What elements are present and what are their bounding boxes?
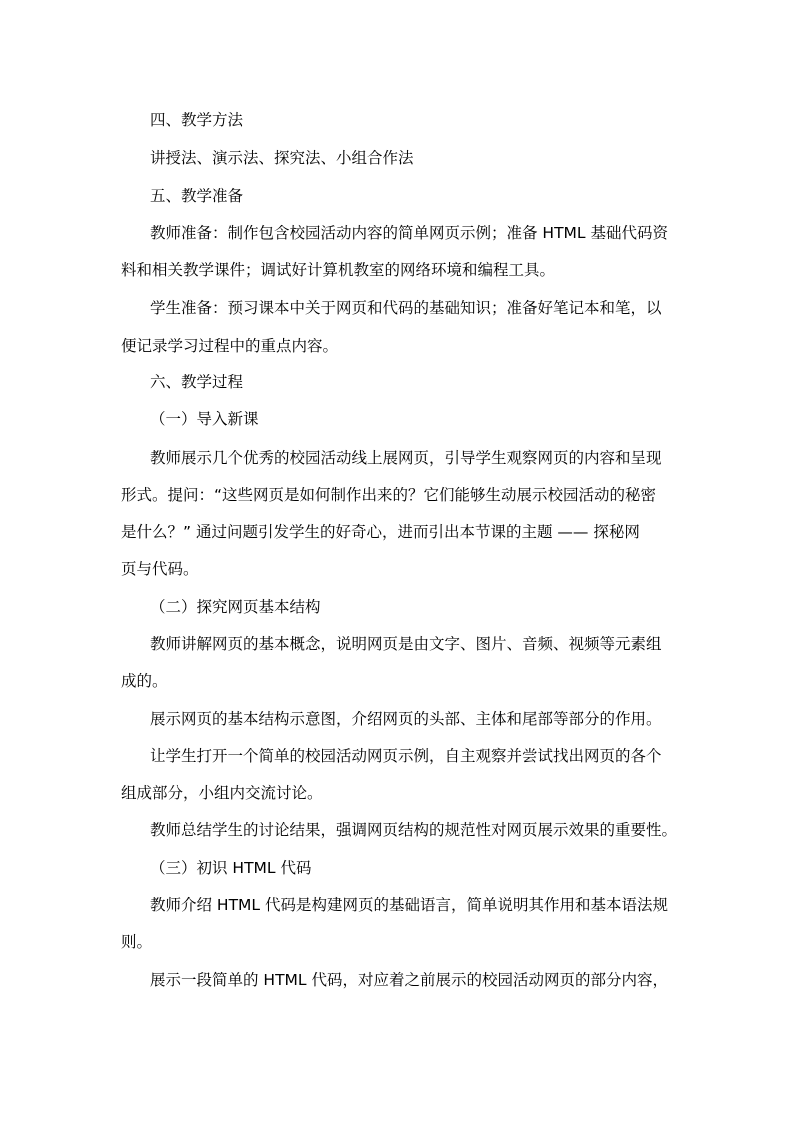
paragraph-line: 让学生打开一个简单的校园活动网页示例，自主观察并尝试找出网页的各个 (150, 747, 662, 765)
subsection-heading-intro: （一）导入新课 (150, 410, 259, 428)
section-heading-teaching-process: 六、教学过程 (150, 373, 244, 391)
paragraph-line: 教师总结学生的讨论结果，强调网页结构的规范性对网页展示效果的重要性。 (150, 821, 678, 839)
paragraph-line: 展示一段简单的 HTML 代码，对应着之前展示的校园活动网页的部分内容， (150, 971, 668, 989)
subsection-heading-structure: （二）探究网页基本结构 (150, 598, 321, 616)
paragraph-line: 讲授法、演示法、探究法、小组合作法 (150, 149, 414, 167)
paragraph-line: 学生准备：预习课本中关于网页和代码的基础知识；准备好笔记本和笔，以 (150, 299, 662, 317)
paragraph-line: 料和相关教学课件；调试好计算机教室的网络环境和编程工具。 (121, 261, 556, 279)
paragraph-line: 教师讲解网页的基本概念，说明网页是由文字、图片、音频、视频等元素组 (150, 635, 662, 653)
section-heading-teaching-methods: 四、教学方法 (150, 111, 244, 129)
paragraph-line: 展示网页的基本结构示意图，介绍网页的头部、主体和尾部等部分的作用。 (150, 710, 662, 728)
paragraph-line: 成的。 (121, 672, 168, 690)
section-heading-teaching-preparation: 五、教学准备 (150, 187, 244, 205)
subsection-heading-html: （三）初识 HTML 代码 (150, 859, 312, 877)
paragraph-line: 教师准备：制作包含校园活动内容的简单网页示例；准备 HTML 基础代码资 (150, 224, 668, 242)
paragraph-line: 页与代码。 (121, 560, 199, 578)
paragraph-line: 是什么？” 通过问题引发学生的好奇心，进而引出本节课的主题 —— 探秘网 (121, 523, 640, 541)
paragraph-line: 组成部分，小组内交流讨论。 (121, 784, 323, 802)
paragraph-line: 便记录学习过程中的重点内容。 (121, 337, 339, 355)
paragraph-line: 则。 (121, 933, 153, 951)
paragraph-line: 形式。提问：“这些网页是如何制作出来的？它们能够生动展示校园活动的秘密 (121, 486, 657, 504)
paragraph-line: 教师展示几个优秀的校园活动线上展网页，引导学生观察网页的内容和呈现 (150, 449, 662, 467)
paragraph-line: 教师介绍 HTML 代码是构建网页的基础语言，简单说明其作用和基本语法规 (150, 896, 668, 914)
